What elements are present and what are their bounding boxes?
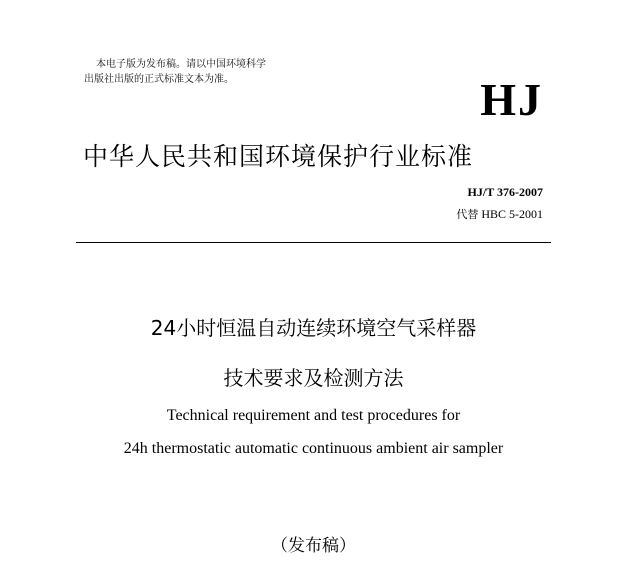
release-status: （发布稿） bbox=[271, 536, 356, 556]
chinese-title-line-2: 技术要求及检测方法 bbox=[223, 366, 404, 390]
notice-line-1: 本电子版为发布稿。请以中国环境科学 bbox=[96, 59, 266, 70]
hj-logo: HJ bbox=[480, 74, 543, 125]
replaces-standard bbox=[456, 206, 543, 223]
english-title-line-2: 24h thermostatic automatic continuous ambient air sampler bbox=[123, 440, 504, 457]
replaces-code: HBC 5-2001 bbox=[481, 207, 543, 221]
replaces-label: 代替 bbox=[456, 208, 479, 221]
standard-code: HJ/T 376-2007 bbox=[467, 185, 543, 199]
electronic-version-notice bbox=[84, 57, 324, 87]
english-title-line-1: Technical requirement and test procedures for bbox=[166, 407, 461, 424]
standard-type-title: 中华人民共和国环境保护行业标准 bbox=[83, 142, 474, 171]
chinese-title-line-1: 24小时恒温自动连续环境空气采样器 bbox=[150, 316, 477, 340]
notice-line-2: 出版社出版的正式标准文本为准。 bbox=[84, 74, 234, 85]
header-divider bbox=[76, 242, 551, 243]
